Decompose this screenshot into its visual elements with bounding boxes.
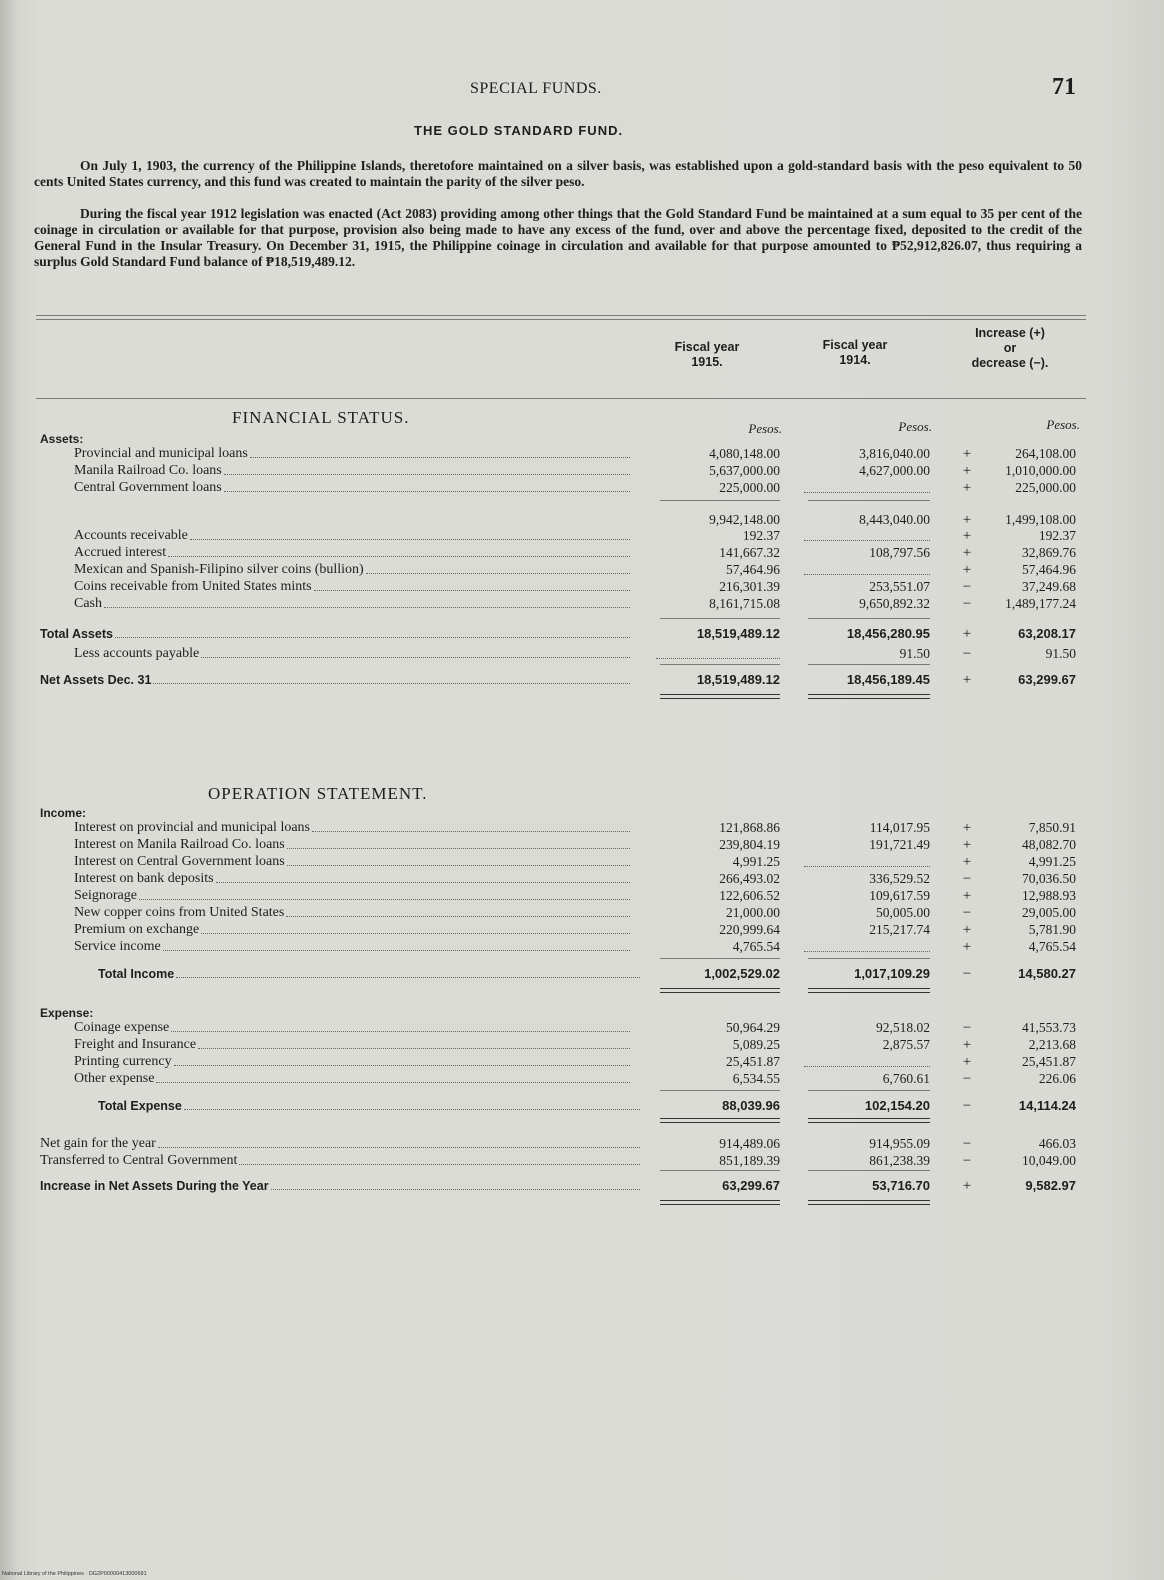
header-bottom-rule (36, 398, 1086, 399)
value-change: 2,213.68 (1028, 1037, 1076, 1052)
col-header-change-line1: Increase (+) (975, 326, 1045, 340)
leader-dots (201, 922, 630, 934)
table-top-rule-2 (36, 319, 1086, 320)
income-group-label: Income: (40, 806, 87, 820)
change-sign: − (962, 579, 972, 595)
blank-leader-fy1914 (804, 1066, 930, 1067)
row-label-text: Accounts receivable (74, 528, 188, 543)
value-fy1915: 5,637,000.00 (709, 463, 780, 478)
value-fy1915: 5,089.25 (732, 1037, 780, 1052)
leader-dots (115, 626, 630, 638)
blank-leader-fy1914 (804, 866, 930, 867)
table-top-rule (36, 315, 1086, 316)
value-fy1914: 53,716.70 (872, 1178, 930, 1193)
double-total-rule (808, 988, 930, 993)
value-fy1915: 141,667.32 (719, 545, 780, 560)
row-label (74, 1054, 630, 1070)
row-label-text: Net Assets Dec. 31 (40, 673, 152, 687)
leader-dots (163, 939, 630, 951)
sum-rule (660, 664, 780, 665)
value-fy1915: 4,080,148.00 (709, 446, 780, 461)
row-label-text: Mexican and Spanish-Filipino silver coins (bullion) (74, 562, 364, 577)
leader-dots (168, 545, 630, 557)
row-label-text: Printing currency (74, 1054, 172, 1069)
value-fy1915: 1,002,529.02 (704, 966, 780, 981)
col-header-fy1915 (652, 340, 762, 370)
change-sign: − (962, 1136, 972, 1152)
change-sign: + (962, 837, 972, 853)
change-sign: + (962, 446, 972, 462)
leader-dots (366, 562, 630, 574)
value-fy1914: 2,875.57 (882, 1037, 930, 1052)
value-change: 264,108.00 (1015, 446, 1076, 461)
row-label-text: Manila Railroad Co. loans (74, 463, 222, 478)
expense-group-label: Expense: (40, 1006, 94, 1020)
value-fy1915: 21,000.00 (726, 905, 780, 920)
row-label-text: Total Income (98, 967, 175, 981)
operation-statement-title: OPERATION STATEMENT. (208, 784, 428, 803)
sum-rule (808, 1090, 930, 1091)
value-fy1914: 3,816,040.00 (859, 446, 930, 461)
change-sign: + (962, 545, 972, 561)
double-total-rule (660, 1118, 780, 1123)
sum-rule (808, 500, 930, 501)
value-fy1914: 914,955.09 (869, 1136, 930, 1151)
running-title: SPECIAL FUNDS. (470, 80, 602, 97)
sum-rule (660, 618, 780, 619)
financial-status-title: FINANCIAL STATUS. (232, 408, 410, 427)
page-number: 71 (1052, 74, 1076, 100)
value-fy1914: 4,627,000.00 (859, 463, 930, 478)
row-label (74, 579, 630, 595)
leader-dots (201, 646, 630, 658)
sum-rule (660, 958, 780, 959)
blank-leader-fy1914 (804, 540, 930, 541)
change-sign: + (962, 626, 972, 642)
value-fy1914: 114,017.95 (869, 820, 930, 835)
change-sign: − (962, 1071, 972, 1087)
change-sign: + (962, 854, 972, 870)
row-label (74, 939, 630, 955)
value-change: 225,000.00 (1015, 480, 1076, 495)
row-label (74, 820, 630, 836)
value-change: 1,010,000.00 (1005, 463, 1076, 478)
leader-dots (171, 1020, 630, 1032)
value-change: 57,464.96 (1022, 562, 1076, 577)
value-change: 63,208.17 (1018, 626, 1076, 641)
leader-dots (139, 888, 630, 900)
row-label (40, 672, 630, 688)
value-change: 14,114.24 (1018, 1098, 1076, 1113)
value-fy1914: 50,005.00 (876, 905, 930, 920)
value-change: 10,049.00 (1022, 1153, 1076, 1168)
row-label (74, 562, 630, 578)
change-sign: + (962, 820, 972, 836)
change-sign: + (962, 1054, 972, 1070)
row-label-text: Net gain for the year (40, 1136, 156, 1151)
value-fy1914: 109,617.59 (869, 888, 930, 903)
value-fy1915: 9,942,148.00 (709, 512, 780, 527)
row-label (74, 871, 630, 887)
row-label-text: Total Assets (40, 627, 113, 641)
value-fy1914: 18,456,280.95 (846, 626, 930, 641)
change-sign: + (962, 562, 972, 578)
change-sign: + (962, 463, 972, 479)
change-sign: + (962, 1178, 972, 1194)
leader-dots (287, 837, 630, 849)
row-label-text: Cash (74, 596, 102, 611)
value-change: 226.06 (1038, 1071, 1076, 1086)
change-sign: − (962, 871, 972, 887)
value-change: 25,451.87 (1022, 1054, 1076, 1069)
change-sign: + (962, 512, 972, 528)
col-header-fy1914-line2: 1914. (839, 353, 871, 367)
value-fy1914: 336,529.52 (869, 871, 930, 886)
value-fy1914: 91.50 (899, 646, 930, 661)
row-label-text: Central Government loans (74, 480, 222, 495)
row-label (74, 905, 630, 921)
change-sign: − (962, 905, 972, 921)
value-fy1915: 57,464.96 (726, 562, 780, 577)
double-total-rule (660, 1200, 780, 1205)
value-fy1914: 253,551.07 (869, 579, 930, 594)
row-label (98, 966, 640, 982)
row-label (74, 463, 630, 479)
value-change: 29,005.00 (1022, 905, 1076, 920)
row-label (74, 1037, 630, 1053)
row-label-text: Interest on Central Government loans (74, 854, 285, 869)
value-change: 9,582.97 (1025, 1178, 1076, 1193)
change-sign: − (962, 1153, 972, 1169)
col-header-fy1915-line2: 1915. (691, 355, 723, 369)
value-fy1914: 92,518.02 (876, 1020, 930, 1035)
row-label (74, 596, 630, 612)
unit-label-change: Pesos. (1046, 417, 1080, 432)
sum-rule (660, 500, 780, 501)
row-label-text: Coinage expense (74, 1020, 170, 1035)
row-label-text: Less accounts payable (74, 646, 200, 661)
value-change: 1,499,108.00 (1005, 512, 1076, 527)
double-total-rule (808, 1118, 930, 1123)
double-total-rule (660, 988, 780, 993)
change-sign: + (962, 922, 972, 938)
leader-dots (250, 446, 630, 458)
sum-rule (808, 618, 930, 619)
row-label-text: Increase in Net Assets During the Year (40, 1179, 269, 1193)
leader-dots (312, 820, 630, 832)
unit-label-fy1914: Pesos. (898, 419, 932, 434)
row-label-text: New copper coins from United States (74, 905, 285, 920)
blank-leader-fy1914 (804, 574, 930, 575)
value-change: 7,850.91 (1028, 820, 1076, 835)
leader-dots (287, 854, 630, 866)
value-fy1915: 239,804.19 (719, 837, 780, 852)
value-fy1914: 6,760.61 (882, 1071, 930, 1086)
row-label (74, 837, 630, 853)
row-label (74, 888, 630, 904)
blank-leader-fy1915 (656, 658, 780, 659)
col-header-change (940, 326, 1080, 371)
leader-dots (156, 1071, 630, 1083)
unit-label-fy1915: Pesos. (748, 421, 782, 436)
change-sign: + (962, 939, 972, 955)
leader-dots (271, 1178, 640, 1190)
row-label-text: Total Expense (98, 1099, 182, 1113)
row-label-text: Coins receivable from United States mints (74, 579, 312, 594)
change-sign: + (962, 480, 972, 496)
value-fy1915: 63,299.67 (722, 1178, 780, 1193)
row-label-text: Other expense (74, 1071, 155, 1086)
change-sign: − (962, 596, 972, 612)
row-label (74, 528, 630, 544)
row-label-text: Accrued interest (74, 545, 167, 560)
value-fy1915: 220,999.64 (719, 922, 780, 937)
leader-dots (190, 528, 630, 540)
value-change: 41,553.73 (1022, 1020, 1076, 1035)
sum-rule (660, 1090, 780, 1091)
row-label (74, 545, 630, 561)
value-fy1915: 18,519,489.12 (696, 672, 780, 687)
value-fy1915: 192.37 (742, 528, 780, 543)
change-sign: + (962, 528, 972, 544)
sum-rule (660, 1170, 780, 1171)
change-sign: + (962, 888, 972, 904)
value-change: 14,580.27 (1018, 966, 1076, 981)
leader-dots (158, 1136, 640, 1148)
double-total-rule (808, 1200, 930, 1205)
value-change: 37,249.68 (1022, 579, 1076, 594)
value-fy1915: 6,534.55 (732, 1071, 780, 1086)
value-fy1915: 225,000.00 (719, 480, 780, 495)
row-label (74, 1071, 630, 1087)
change-sign: − (962, 966, 972, 982)
change-sign: − (962, 1098, 972, 1114)
double-total-rule (808, 694, 930, 699)
value-fy1914: 191,721.49 (869, 837, 930, 852)
row-label-text: Provincial and municipal loans (74, 446, 248, 461)
leader-dots (286, 905, 630, 917)
value-fy1915: 216,301.39 (719, 579, 780, 594)
value-change: 91.50 (1045, 646, 1076, 661)
leader-dots (174, 1054, 630, 1066)
leader-dots (216, 871, 630, 883)
value-fy1915: 122,606.52 (719, 888, 780, 903)
value-change: 70,036.50 (1022, 871, 1076, 886)
value-fy1914: 861,238.39 (869, 1153, 930, 1168)
row-label-text: Transferred to Central Government (40, 1153, 238, 1168)
footer-credit: National Library of the Philippines · DG2P00000413000691 (2, 1571, 147, 1577)
value-fy1915: 8,161,715.08 (709, 596, 780, 611)
col-header-fy1914-line1: Fiscal year (822, 338, 888, 352)
value-change: 5,781.90 (1028, 922, 1076, 937)
value-change: 1,489,177.24 (1005, 596, 1076, 611)
blank-leader-fy1914 (804, 492, 930, 493)
value-fy1914: 18,456,189.45 (846, 672, 930, 687)
row-label (74, 446, 630, 462)
sum-rule (808, 958, 930, 959)
row-label (98, 1098, 640, 1114)
value-fy1914: 1,017,109.29 (854, 966, 930, 981)
col-header-fy1914 (800, 338, 910, 368)
change-sign: − (962, 646, 972, 662)
intro-paragraph-1: On July 1, 1903, the currency of the Philippine Islands, theretofore maintained on a silver basis, was established upon a gold-standard basis with the peso equivalent to 50 cents United States currency, and this fund was created to maintain the parity of the silver peso. (34, 158, 1082, 189)
value-fy1914: 102,154.20 (864, 1098, 930, 1113)
blank-leader-fy1914 (804, 951, 930, 952)
intro-paragraph-2: During the fiscal year 1912 legislation was enacted (Act 2083) providing among other things that the Gold Standard Fund be maintained at a sum equal to 35 per cent of the coinage in circulation or available for that purpose, provision also being made to have any excess of the fund, over and above the percentage fixed, deposited to the credit of the General Fund in the Insular Treasury. On December 31, 1915, the Philippine coinage in circulation and available for that purpose amounted to ₱52,912,826.07, thus requiring a surplus Gold Standard Fund balance of ₱18,519,489.12. (34, 206, 1082, 269)
col-header-fy1915-line1: Fiscal year (674, 340, 740, 354)
value-change: 192.37 (1038, 528, 1076, 543)
value-fy1914: 108,797.56 (869, 545, 930, 560)
value-change: 32,869.76 (1022, 545, 1076, 560)
sum-rule (808, 1170, 930, 1171)
value-fy1915: 50,964.29 (726, 1020, 780, 1035)
row-label (40, 1153, 640, 1169)
col-header-change-line2: or (1003, 341, 1017, 355)
value-change: 48,082.70 (1022, 837, 1076, 852)
value-fy1915: 18,519,489.12 (696, 626, 780, 641)
leader-dots (224, 463, 630, 475)
row-label (74, 922, 630, 938)
value-fy1915: 851,189.39 (719, 1153, 780, 1168)
value-fy1914: 9,650,892.32 (859, 596, 930, 611)
value-change: 4,765.54 (1028, 939, 1076, 954)
section-heading: THE GOLD STANDARD FUND. (414, 123, 624, 138)
change-sign: + (962, 1037, 972, 1053)
value-fy1915: 4,765.54 (732, 939, 780, 954)
value-fy1914: 215,217.74 (869, 922, 930, 937)
change-sign: + (962, 672, 972, 688)
value-fy1915: 4,991.25 (732, 854, 780, 869)
leader-dots (314, 579, 630, 591)
col-header-change-line3: decrease (−). (971, 356, 1049, 370)
row-label (40, 1136, 640, 1152)
row-label-text: Freight and Insurance (74, 1037, 197, 1052)
row-label-text: Seignorage (74, 888, 137, 903)
row-label (74, 854, 630, 870)
change-sign: − (962, 1020, 972, 1036)
value-change: 12,988.93 (1022, 888, 1076, 903)
leader-dots (153, 672, 630, 684)
value-fy1915: 914,489.06 (719, 1136, 780, 1151)
value-fy1915: 266,493.02 (719, 871, 780, 886)
row-label (40, 626, 630, 642)
leader-dots (104, 596, 630, 608)
row-label (74, 480, 630, 496)
leader-dots (184, 1098, 640, 1110)
value-fy1915: 121,868.86 (719, 820, 780, 835)
leader-dots (176, 966, 640, 978)
leader-dots (224, 480, 630, 492)
row-label-text: Interest on provincial and municipal loans (74, 820, 310, 835)
row-label-text: Service income (74, 939, 161, 954)
value-fy1915: 25,451.87 (726, 1054, 780, 1069)
row-label (40, 1178, 640, 1194)
value-change: 466.03 (1038, 1136, 1076, 1151)
assets-group-label: Assets: (40, 432, 84, 446)
row-label (74, 1020, 630, 1036)
leader-dots (239, 1153, 640, 1165)
value-change: 4,991.25 (1028, 854, 1076, 869)
value-fy1914: 8,443,040.00 (859, 512, 930, 527)
leader-dots (198, 1037, 630, 1049)
value-fy1915: 88,039.96 (722, 1098, 780, 1113)
value-change: 63,299.67 (1018, 672, 1076, 687)
sum-rule (808, 664, 930, 665)
double-total-rule (660, 694, 780, 699)
row-label-text: Premium on exchange (74, 922, 200, 937)
row-label-text: Interest on Manila Railroad Co. loans (74, 837, 285, 852)
row-label (74, 646, 630, 662)
row-label-text: Interest on bank deposits (74, 871, 214, 886)
